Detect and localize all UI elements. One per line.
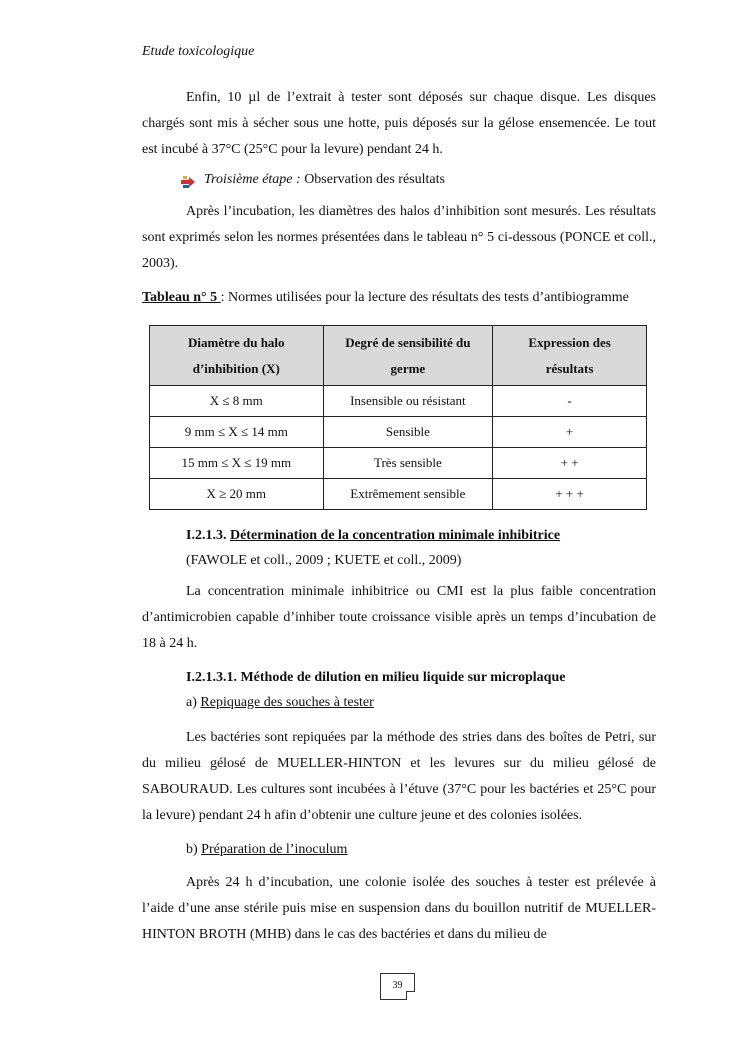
subsection-a-prefix: a) <box>186 695 201 710</box>
header-diameter: Diamètre du halo d’inhibition (X) <box>150 326 324 386</box>
step-three-label: Troisième étape : <box>204 172 301 187</box>
cell-sensitivity: Extrêmement sensible <box>323 479 493 510</box>
section-cmi-refs: (FAWOLE et coll., 2009 ; KUETE et coll., 2009) <box>186 553 462 568</box>
step-three-text: Observation des résultats <box>300 172 445 187</box>
paragraph-results: Après l’incubation, les diamètres des halos d’inhibition sont mesurés. Les résultats sont exprimés selon les normes présentées dans le tableau n° 5 ci-dessous (PONCE et coll., 2003). <box>142 204 656 271</box>
cell-expression: + + + <box>493 479 647 510</box>
table-caption-label: Tableau n° 5 <box>142 290 221 305</box>
subsection-b-title: Préparation de l’inoculum <box>201 842 348 857</box>
header-sensitivity: Degré de sensibilité du germe <box>323 326 493 386</box>
section-method-heading: I.2.1.3.1. Méthode de dilution en milieu liquide sur microplaque <box>186 670 566 685</box>
table-header-row <box>150 326 647 386</box>
paragraph-cmi-definition: La concentration minimale inhibitrice ou CMI est la plus faible concentration d’antimicrobien capable d’inhiber toute croissance visible après un temps d’incubation de 18 à 24 h. <box>142 584 656 651</box>
cell-diameter: X ≤ 8 mm <box>150 386 324 417</box>
subsection-b-heading <box>186 842 347 858</box>
subsection-a-title: Repiquage des souches à tester <box>200 695 374 710</box>
cell-expression: + <box>493 417 647 448</box>
subsection-a-heading <box>186 695 374 711</box>
running-header: Etude toxicologique <box>142 44 255 59</box>
table-caption-text: : Normes utilisées pour la lecture des résultats des tests d’antibiogramme <box>220 290 629 305</box>
cell-sensitivity: Très sensible <box>323 448 493 479</box>
paragraph-subculture: Les bactéries sont repiquées par la méthode des stries dans des boîtes de Petri, sur du milieu gélosé de MUELLER-HINTON et les levures sur du milieu gélosé de SABOURAUD. Les cultures sont incubées à l’étuve (37°C pour les bactéries et 25°C pour la levure) pendant 24 h afin d’obtenir une culture jeune et des colonies isolées. <box>142 730 656 823</box>
table-row <box>150 417 647 448</box>
cell-diameter: X ≥ 20 mm <box>150 479 324 510</box>
table-row <box>150 479 647 510</box>
cell-expression: - <box>493 386 647 417</box>
header-expression: Expression des résultats <box>493 326 647 386</box>
section-cmi-title: Détermination de la concentration minimale inhibitrice <box>229 528 561 543</box>
table-row <box>150 386 647 417</box>
paragraph-extract-deposit: Enfin, 10 µl de l’extrait à tester sont déposés sur chaque disque. Les disques chargés sont mis à sécher sous une hotte, puis déposés sur la gélose ensemencée. Le tout est incubé à 37°C (25°C pour la levure) pendant 24 h. <box>142 90 656 157</box>
table-caption <box>142 290 629 306</box>
subsection-b-prefix: b) <box>186 842 202 857</box>
page-number: 39 <box>392 980 403 991</box>
folded-corner-icon <box>406 991 415 1000</box>
cell-sensitivity: Insensible ou résistant <box>323 386 493 417</box>
page-number-box <box>380 973 415 1000</box>
paragraph-inoculum: Après 24 h d’incubation, une colonie isolée des souches à tester est prélevée à l’aide d’une anse stérile puis mise en suspension dans du bouillon nutritif de MUELLER-HINTON BROTH (MHB) dans le cas des bactéries et dans du milieu de <box>142 875 656 942</box>
cell-diameter: 15 mm ≤ X ≤ 19 mm <box>150 448 324 479</box>
table-row <box>150 448 647 479</box>
step-three-heading <box>204 172 445 188</box>
cell-sensitivity: Sensible <box>323 417 493 448</box>
cell-diameter: 9 mm ≤ X ≤ 14 mm <box>150 417 324 448</box>
cell-expression: + + <box>493 448 647 479</box>
section-cmi-heading <box>186 528 560 544</box>
norms-table <box>149 325 647 510</box>
section-cmi-number: I.2.1.3. <box>186 528 230 543</box>
arrow-bullet-icon <box>180 174 196 190</box>
